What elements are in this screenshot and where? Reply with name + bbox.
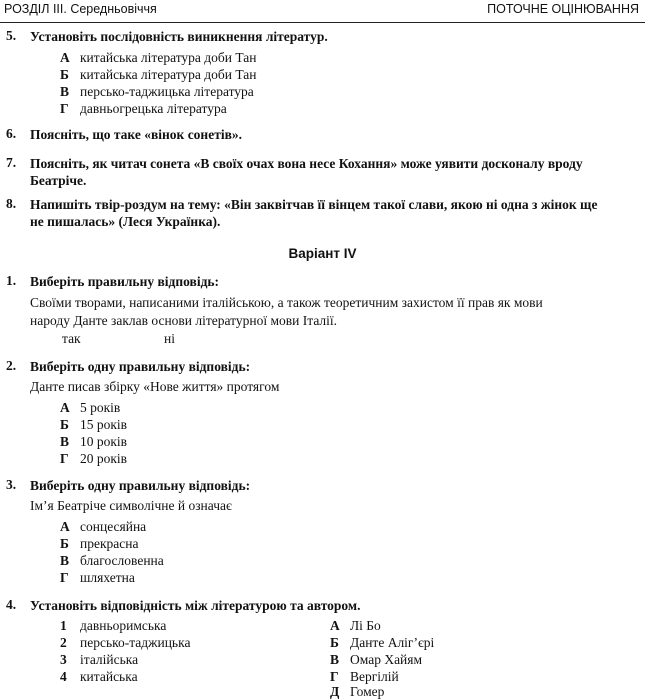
question-text: Напишіть твір-роздум на тему: «Він заквітчав її вінцем такої слави, якою ні одна з жінок ще не пишалась» (Леся Українка). bbox=[30, 197, 598, 229]
true-false-options bbox=[0, 331, 640, 349]
match-right-item[interactable]: В Омар Хайям bbox=[330, 652, 423, 667]
option-b[interactable]: Б прекрасна bbox=[60, 536, 139, 551]
question-number: 4. bbox=[6, 597, 17, 612]
question-text: Установіть послідовність виникнення літератур. bbox=[30, 29, 328, 44]
match-left-item[interactable]: 1 давньоримська bbox=[60, 618, 167, 633]
option-c[interactable]: В персько-таджицька література bbox=[60, 84, 254, 99]
question-text: Установіть відповідність між літературою та автором. bbox=[30, 598, 361, 613]
option-d[interactable]: Г шляхетна bbox=[60, 570, 135, 585]
match-left-item[interactable]: 4 китайська bbox=[60, 669, 138, 684]
option-a[interactable]: А китайська література доби Тан bbox=[60, 50, 257, 65]
option-c[interactable]: В 10 років bbox=[60, 434, 128, 449]
question-body: Своїми творами, написаними італійською, а також теоретичним захистом її прав як мови народу Данте заклав основи літературної мови Італії. bbox=[30, 295, 543, 328]
question-body: Ім’я Беатріче символічне й означає bbox=[30, 498, 232, 513]
question-body: Данте писав збірку «Нове життя» протягом bbox=[30, 379, 280, 394]
question-text: Виберіть одну правильну відповідь: bbox=[30, 359, 251, 374]
question-text: Поясніть, що таке «вінок сонетів». bbox=[30, 127, 242, 142]
variant-heading: Варіант IV bbox=[288, 246, 357, 261]
match-right-item[interactable]: Б Данте Аліг’єрі bbox=[330, 635, 435, 650]
question-number: 2. bbox=[6, 358, 17, 373]
question-number: 6. bbox=[6, 126, 17, 141]
option-d[interactable]: Г давньогрецька література bbox=[60, 101, 227, 116]
match-right-item[interactable]: А Лі Бо bbox=[330, 618, 381, 633]
page-header bbox=[0, 0, 645, 23]
match-right-item[interactable]: Д Гомер bbox=[330, 684, 385, 699]
match-left-item[interactable]: 3 італійська bbox=[60, 652, 139, 667]
option-c[interactable]: В благословенна bbox=[60, 553, 164, 568]
question-number: 1. bbox=[6, 273, 17, 288]
question-text: Виберіть правильну відповідь: bbox=[30, 274, 220, 289]
match-right-item[interactable]: Г Вергілій bbox=[330, 669, 399, 684]
answer-no[interactable]: ні bbox=[164, 331, 175, 346]
assessment-title: ПОТОЧНЕ ОЦІНЮВАННЯ bbox=[487, 2, 639, 16]
question-number: 3. bbox=[6, 477, 17, 492]
option-a[interactable]: А сонцесяйна bbox=[60, 519, 147, 534]
question-text: Виберіть одну правильну відповідь: bbox=[30, 478, 251, 493]
question-number: 7. bbox=[6, 155, 17, 170]
question-text: Поясніть, як читач сонета «В своїх очах вона несе Кохання» може уявити досконалу вроду Беатріче. bbox=[30, 156, 583, 188]
option-b[interactable]: Б китайська література доби Тан bbox=[60, 67, 257, 82]
option-a[interactable]: А 5 років bbox=[60, 400, 121, 415]
option-d[interactable]: Г 20 років bbox=[60, 451, 128, 466]
question-number: 8. bbox=[6, 196, 17, 211]
question-number: 5. bbox=[6, 28, 17, 43]
option-b[interactable]: Б 15 років bbox=[60, 417, 128, 432]
match-left-item[interactable]: 2 персько-таджицька bbox=[60, 635, 191, 650]
section-title: РОЗДІЛ III. Середньовіччя bbox=[4, 2, 157, 16]
answer-yes[interactable]: так bbox=[62, 331, 81, 346]
